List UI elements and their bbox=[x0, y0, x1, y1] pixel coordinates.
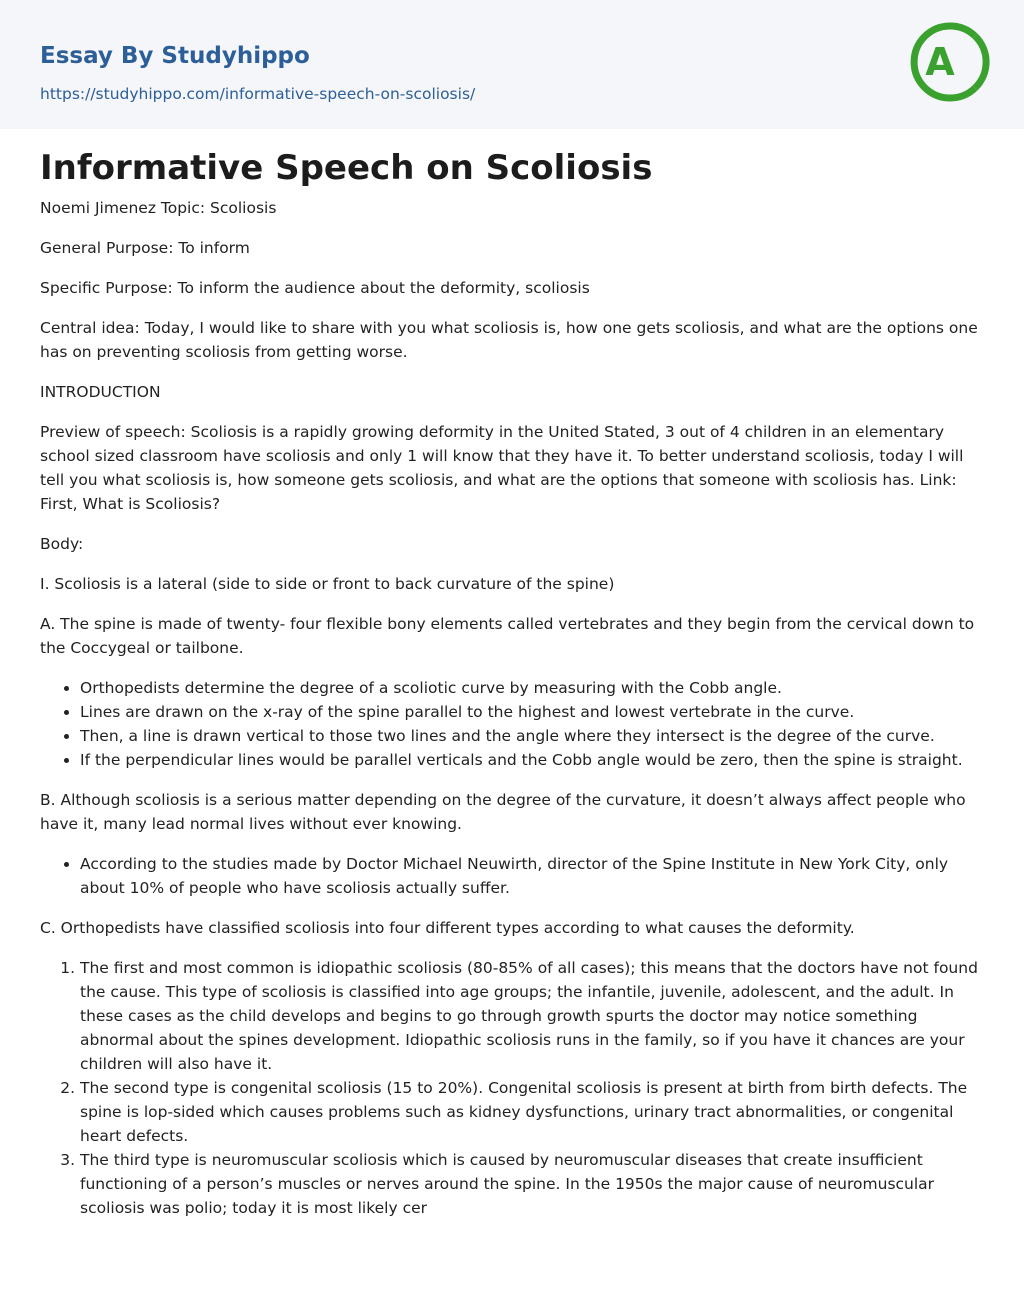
paragraph-point-1: I. Scoliosis is a lateral (side to side or front to back curvature of the spine) bbox=[40, 575, 615, 593]
paragraph-specific-purpose: Specific Purpose: To inform the audience about the deformity, scoliosis bbox=[40, 279, 590, 297]
site-header bbox=[0, 0, 1024, 129]
numbered-list-c bbox=[40, 956, 988, 1220]
logo-letter: A bbox=[925, 40, 955, 84]
page-url-link[interactable]: https://studyhippo.com/informative-speech-on-scoliosis/ bbox=[40, 85, 476, 103]
studyhippo-logo-icon[interactable] bbox=[906, 16, 992, 108]
list-item: 1. The first and most common is idiopathic scoliosis (80-85% of all cases); this means that the doctors have not found the cause. This type of scoliosis is classified into age groups; the infantile, juvenile, adolescent, and the adult. In these cases as the child develops and begins to go through growth spurts the doctor may notice something abnormal about the spines development. Idiopathic scoliosis runs in the family, so if you have it chances are your children will also have it. bbox=[80, 956, 988, 1076]
list-item: 2. The second type is congenital scoliosis (15 to 20%). Congenital scoliosis is present at birth from birth defects. The spine is lop-sided which causes problems such as kidney dysfunctions, urinary tract abnormalities, or congenital heart defects. bbox=[80, 1076, 988, 1148]
paragraph-point-b: B. Although scoliosis is a serious matter depending on the degree of the curvature, it doesn’t always affect people who have it, many lead normal lives without ever knowing. bbox=[40, 791, 966, 833]
list-item: 3. The third type is neuromuscular scoliosis which is caused by neuromuscular diseases that create insufficient functioning of a person’s muscles or nerves around the spine. In the 1950s the major cause of neuromuscular scoliosis was polio; today it is most likely cer bbox=[80, 1148, 988, 1220]
section-heading-body: Body: bbox=[40, 535, 84, 553]
list-item: • Orthopedists determine the degree of a scoliotic curve by measuring with the Cobb angle. bbox=[80, 676, 988, 700]
site-brand[interactable]: Essay By Studyhippo bbox=[40, 43, 310, 69]
paragraph-author-topic: Noemi Jimenez Topic: Scoliosis bbox=[40, 199, 277, 217]
list-item: • According to the studies made by Doctor Michael Neuwirth, director of the Spine Institute in New York City, only about 10% of people who have scoliosis actually suffer. bbox=[80, 852, 988, 900]
paragraph-point-a: A. The spine is made of twenty- four flexible bony elements called vertebrates and they begin from the cervical down to the Coccygeal or tailbone. bbox=[40, 615, 975, 657]
page-title: Informative Speech on Scoliosis bbox=[40, 148, 653, 188]
paragraph-preview: Preview of speech: Scoliosis is a rapidly growing deformity in the United Stated, 3 out of 4 children in an elementary school sized classroom have scoliosis and only 1 will know that they have it. To better understand scoliosis, today I will tell you what scoliosis is, how someone gets scoliosis, and what are the options that someone with scoliosis has. Link: First, What is Scoliosis? bbox=[40, 423, 964, 513]
paragraph-point-c: C. Orthopedists have classified scoliosis into four different types according to what causes the deformity. bbox=[40, 919, 855, 937]
bullet-list-a bbox=[40, 676, 988, 772]
bullet-list-b bbox=[40, 852, 988, 900]
list-item: • Lines are drawn on the x-ray of the spine parallel to the highest and lowest vertebrate in the curve. bbox=[80, 700, 988, 724]
list-item: • Then, a line is drawn vertical to those two lines and the angle where they intersect is the degree of the curve. bbox=[80, 724, 988, 748]
essay-content bbox=[40, 140, 988, 1236]
paragraph-central-idea: Central idea: Today, I would like to share with you what scoliosis is, how one gets scoliosis, and what are the options one has on preventing scoliosis from getting worse. bbox=[40, 319, 978, 361]
section-heading-introduction: INTRODUCTION bbox=[40, 383, 161, 401]
list-item: • If the perpendicular lines would be parallel verticals and the Cobb angle would be zero, then the spine is straight. bbox=[80, 748, 988, 772]
paragraph-general-purpose: General Purpose: To inform bbox=[40, 239, 250, 257]
